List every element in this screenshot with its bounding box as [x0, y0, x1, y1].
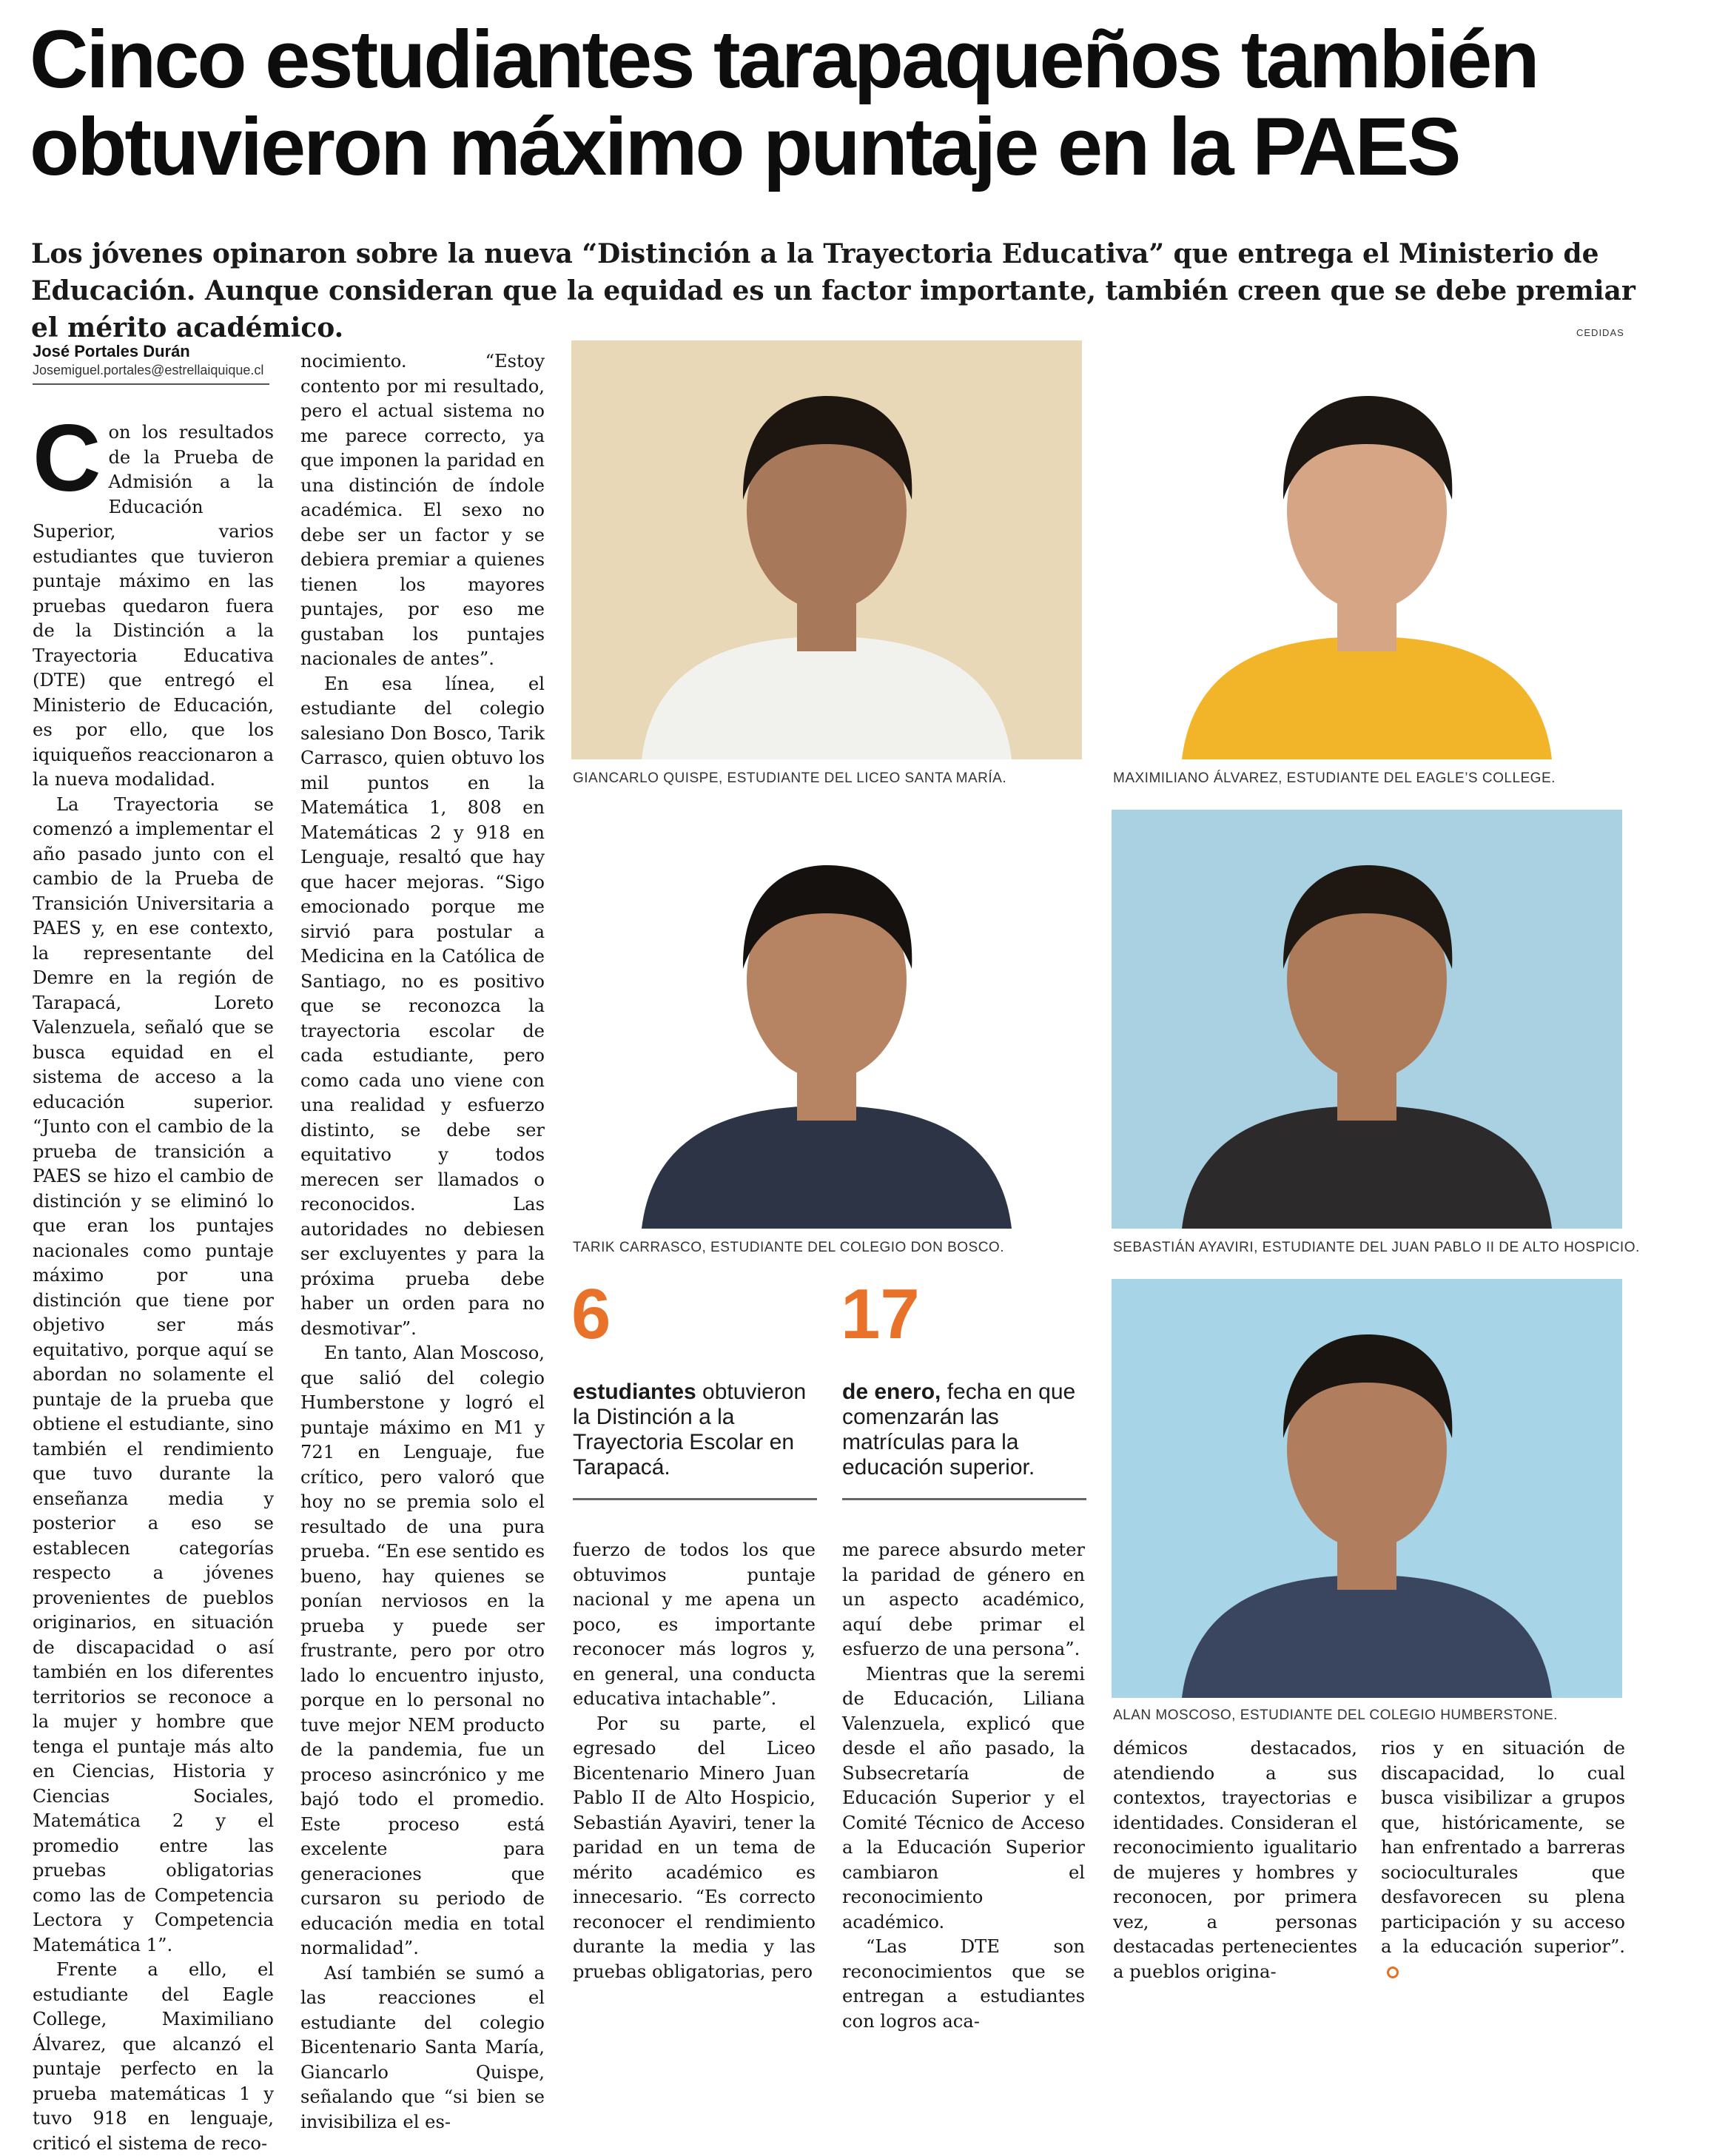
stat-number-students: 6 — [571, 1275, 611, 1354]
photo-alan-moscoso — [1112, 1279, 1622, 1698]
photo-caption: GIANCARLO QUISPE, ESTUDIANTE DEL LICEO SANTA MARÍA. — [573, 770, 1007, 786]
paragraph: Frente a ello, el estudiante del Eagle College, Maximiliano Álvarez, que alcanzó el puntaje perfecto en la prueba matemáticas 1 y tuvo 918 en lenguaje, criticó el sistema de reco- — [33, 1959, 274, 2154]
paragraph: me parece absurdo meter la paridad de género en un aspecto académico, aquí debe primar el esfuerzo de una persona”. — [842, 1539, 1085, 1659]
article-end-icon — [1387, 1967, 1399, 1978]
author-name: José Portales Durán — [33, 342, 190, 360]
paragraph: En tanto, Alan Moscoso, que salió del colegio Humberstone y logró el puntaje máximo en M1 y 721 en Lenguaje, fue crítico, pero valoró que hoy no se premia solo el resultado de una pura prueba. “En ese sentido es bueno, hay quienes se ponían nerviosos en la prueba y puede ser frustrante, pero por otro lado lo encuentro injusto, porque en lo personal no tuve mejor NEM producto de la pandemia, fue un proceso asincrónico y me bajó todo el promedio. Este proceso está excelente para generaciones que cursaron su periodo de educación media en total normalidad”. — [300, 1343, 545, 1958]
paragraph: démicos destacados, atendiendo a sus contextos, trayectorias e identidades. Consideran el reconocimiento igualitario de mujeres y hombres y reconocen, por primera vez, a personas destacadas pertenecientes a pueblos origina- — [1113, 1738, 1357, 1982]
stat-number-date: 17 — [841, 1275, 920, 1354]
stat-description: fecha en que comenzarán las matrículas para la educación superior. — [842, 1380, 1076, 1480]
byline-divider — [33, 383, 269, 385]
paragraph: “Las DTE son reconocimientos que se entregan a estudiantes con logros aca- — [842, 1936, 1085, 2032]
body-column-1 — [33, 406, 274, 2154]
author-email[interactable]: Josemiguel.portales@estrellaiquique.cl — [33, 363, 264, 377]
paragraph: nocimiento. “Estoy contento por mi resultado, pero el actual sistema no me parece correcto, ya que imponen la paridad en una distinción de índole académica. El sexo no debe ser un factor y se debiera premiar a quienes tienen los mayores puntajes, por eso me gustaban los puntajes nacionales de antes”. — [300, 351, 545, 669]
paragraph: En esa línea, el estudiante del colegio salesiano Don Bosco, Tarik Carrasco, quien obtuvo los mil puntos en la Matemática 1, 808 en Matemáticas 2 y 918 en Lenguaje, resaltó que hay que hacer mejoras. “Sigo emocionado porque me sirvió para postular a Medicina en la Católica de Santiago, no es positivo que se reconozca la trayectoria escolar de cada estudiante, pero como cada uno viene con una realidad y esfuerzo distinto, se debe ser equitativo y todos merecen ser llamados o reconocidos. Las autoridades no debiesen ser excluyentes y para la próxima prueba debe haber un orden para no desmotivar”. — [300, 673, 545, 1339]
paragraph — [1381, 1736, 1625, 1984]
body-column-5 — [1113, 1736, 1357, 1982]
byline — [33, 342, 277, 385]
paragraph: La Trayectoria se comenzó a implementar el año pasado junto con el cambio de la Prueba de Transición Universitaria a PAES y, en ese contexto, la representante del Demre en la región de Tarapacá, Loreto Valenzuela, señaló que se busca equidad en el sistema de acceso a la educación superior. “Junto con el cambio de la prueba de transición a PAES se hizo el cambio de distinción y se eliminó lo que eran los puntajes nacionales como puntaje máximo por una distinción que tiene por objetivo ser más equitativo, porque aquí se abordan no solamente el puntaje de la prueba que obtiene el estudiante, sino también el rendimiento que tuvo durante la enseñanza media y posterior a eso se establecen categorías respecto a jóvenes provenientes de pueblos originarios, en situación de discapacidad o así también en los diferentes territorios se reconoce a la mujer y hombre que tenga el puntaje más alto en Ciencias, Historia y Ciencias Sociales, Matemática 2 y el promedio entre las pruebas obligatorias como las de Competencia Lectora y Competencia Matemática 1”. — [33, 793, 274, 1955]
drop-cap: C — [33, 406, 101, 511]
photo-tarik-carrasco — [571, 810, 1082, 1229]
photo-caption: TARIK CARRASCO, ESTUDIANTE DEL COLEGIO DON BOSCO. — [573, 1240, 1004, 1255]
body-column-3 — [573, 1538, 816, 1982]
stat-highlight: de enero, — [842, 1380, 941, 1404]
body-column-6 — [1381, 1736, 1625, 1970]
photo-caption: SEBASTIÁN AYAVIRI, ESTUDIANTE DEL JUAN PABLO II DE ALTO HOSPICIO. — [1113, 1240, 1640, 1255]
body-column-2 — [300, 349, 545, 2132]
paragraph: Por su parte, el egresado del Liceo Bicentenario Minero Juan Pablo II de Alto Hospicio, Sebastián Ayaviri, tener la paridad en un tema de mérito académico es innecesario. “Es correcto reconocer el rendimiento durante la media y las pruebas obligatorias, pero — [573, 1713, 816, 1982]
stat-highlight: estudiantes — [573, 1380, 696, 1404]
photo-caption: ALAN MOSCOSO, ESTUDIANTE DEL COLEGIO HUMBERSTONE. — [1113, 1707, 1558, 1723]
photo-caption: MAXIMILIANO ÁLVAREZ, ESTUDIANTE DEL EAGLE’S COLLEGE. — [1113, 770, 1556, 786]
paragraph-text: rios y en situación de discapacidad, lo cual busca visibilizar a grupos que, históricamente, se han enfrentado a barreras socioculturales que desfavorecen su plena participación y su acceso a la educación superior”. — [1381, 1738, 1625, 1957]
paragraph: fuerzo de todos los que obtuvimos puntaje nacional y me apena un poco, es importante reconocer más logros y, en general, una conducta educativa intachable”. — [573, 1539, 816, 1709]
photo-credit: CEDIDAS — [1576, 327, 1624, 338]
paragraph: Mientras que la seremi de Educación, Liliana Valenzuela, explicó que desde el año pasado, la Subsecretaría de Educación Superior y el Comité Técnico de Acceso a la Educación Superior cambiaron el reconocimiento académico. — [842, 1663, 1085, 1932]
photo-maximiliano-alvarez — [1112, 340, 1622, 759]
body-column-4 — [842, 1538, 1085, 2032]
stat-description: obtuvieron la Distinción a la Trayectoria Escolar en Tarapacá. — [573, 1380, 807, 1480]
photo-giancarlo-quispe — [571, 340, 1082, 759]
stat-divider — [573, 1498, 817, 1500]
subhead: Los jóvenes opinaron sobre la nueva “Distinción a la Trayectoria Educativa” que entrega el Ministerio de Educación. Aunque consideran que la equidad es un factor importante, también creen que se debe premiar el mérito académico. — [31, 238, 1636, 343]
stat-divider — [842, 1498, 1086, 1500]
paragraph-text: on los resultados de la Prueba de Admisión a la Educación Superior, varios estudiantes que tuvieron puntaje máximo en las pruebas quedaron fuera de la Distinción a la Trayectoria Educativa (DTE) que entregó el Ministerio de Educación, es por ello, que los iquiqueños reaccionaron a la nueva modalidad. — [33, 422, 274, 790]
stat-text-students — [573, 1380, 817, 1480]
stat-text-date — [842, 1380, 1086, 1480]
paragraph — [33, 406, 274, 793]
photo-sebastian-ayaviri — [1112, 810, 1622, 1229]
paragraph: Así también se sumó a las reacciones el estudiante del colegio Bicentenario Santa María, Giancarlo Quispe, señalando que “si bien se invisibiliza el es- — [300, 1962, 545, 2132]
headline: Cinco estudiantes tarapaqueños también obtuvieron máximo puntaje en la PAES — [30, 14, 1538, 192]
